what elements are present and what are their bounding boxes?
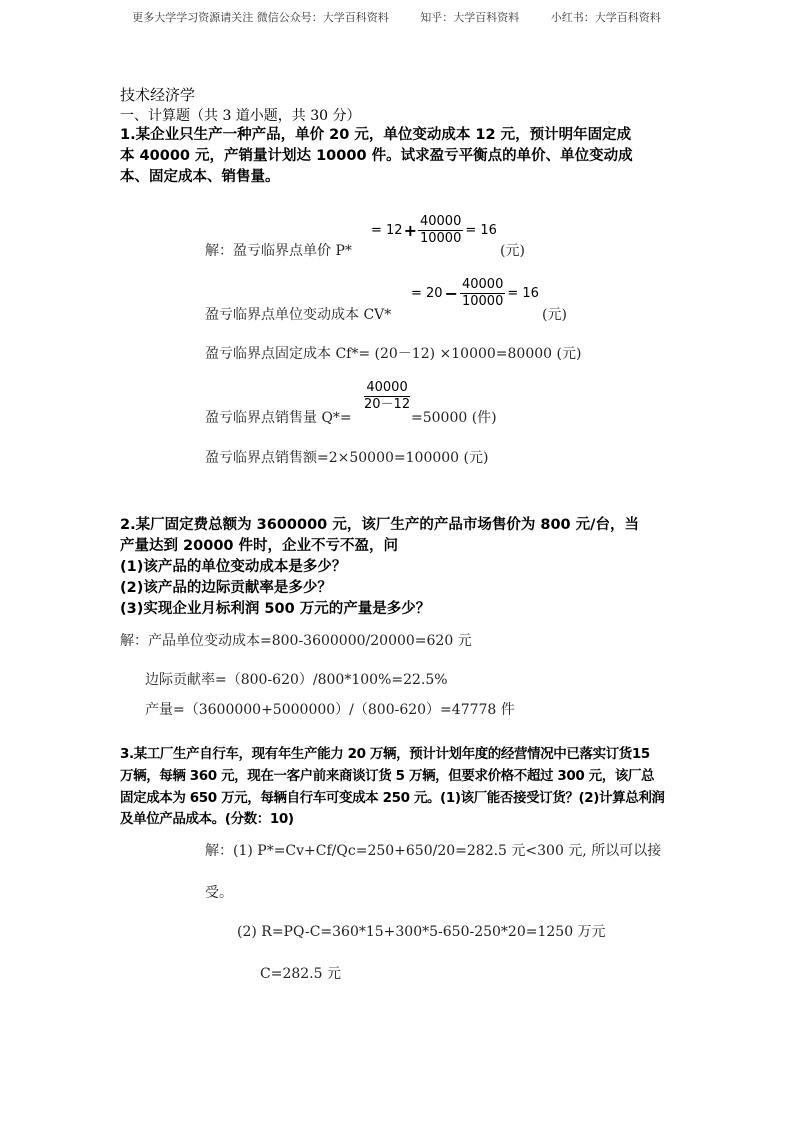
q3-answer-1: 解：(1) P*=Cv+Cf/Qc=250+650/20=282.5 元<300 元, 所以可以接 [205, 843, 662, 859]
q1-answer-cf: 盈亏临界点固定成本 Cf*= (20－12) ×10000=80000 (元) [205, 346, 582, 362]
page-header [0, 9, 793, 25]
q3-answer-3: (2) R=PQ-C=360*15+300*5-650-250*20=1250 万元 [237, 924, 606, 940]
q2-answer-2: 边际贡献率=（800-620）/800*100%=22.5% [145, 672, 448, 688]
q1-answer-cv-formula [411, 277, 539, 310]
q2-line-2: 产量达到 20000 件时，企业不亏不盈，问 [120, 538, 399, 554]
q2-answer-1: 解：产品单位变动成本=800-3600000/20000=620 元 [120, 633, 472, 649]
q3-line-1: 3.某工厂生产自行车，现有年生产能力 20 万辆，预计计划年度的经营情况中已落实订货15 [120, 746, 650, 762]
fraction-denominator: 10000 [461, 294, 504, 309]
q1-line-2: 本 40000 元，产销量计划达 10000 件。试求盈亏平衡点的单价、单位变动成 [120, 148, 633, 164]
fraction-numerator: 40000 [419, 214, 462, 229]
header-wechat: 更多大学学习资源请关注 微信公众号：大学百科资料 [132, 11, 389, 24]
q1-answer-cv-unit: (元) [542, 307, 567, 323]
fraction-numerator: 40000 [366, 380, 408, 395]
q1-answer-q-formula [362, 380, 412, 413]
q1-answer-q-label: 盈亏临界点销售量 Q*= [205, 410, 352, 426]
q1-answer-price-formula [371, 214, 497, 247]
header-zhihu: 知乎：大学百科资料 [420, 11, 520, 24]
q3-line-2: 万辆，每辆 360 元，现在一客户前来商谈订货 5 万辆，但要求价格不超过 300 元，该厂总 [120, 768, 655, 784]
q1-answer-price-unit: (元) [500, 243, 525, 259]
q1-answer-q-result: =50000 (件) [411, 410, 497, 426]
q2-line-4: (2)该产品的边际贡献率是多少？ [120, 580, 332, 596]
q3-answer-2: 受。 [205, 885, 233, 901]
minus-sign: − [444, 284, 458, 303]
fraction-denominator: 10000 [419, 231, 462, 246]
q3-line-4: 及单位产品成本。(分数：10) [120, 811, 294, 827]
fraction [418, 214, 463, 247]
q2-line-1: 2.某厂固定费总额为 3600000 元，该厂生产的产品市场售价为 800 元/台，当 [120, 517, 639, 533]
q1-line-1: 1.某企业只生产一种产品，单价 20 元，单位变动成本 12 元，预计明年固定成 [120, 127, 632, 143]
formula-pre: = 12 [371, 223, 403, 238]
q1-line-3: 本、固定成本、销售量。 [120, 169, 280, 185]
section-heading: 一、计算题（共 3 道小题，共 30 分） [120, 108, 361, 124]
q1-answer-price-label: 解：盈亏临界点单价 P* [205, 243, 352, 259]
q1-answer-cv-label: 盈亏临界点单位变动成本 CV* [205, 307, 392, 323]
q1-answer-sales: 盈亏临界点销售额=2×50000=100000 (元) [205, 450, 489, 466]
formula-pre: = 20 [411, 286, 443, 301]
q2-answer-3: 产量=（3600000+5000000）/（800-620）=47778 件 [145, 702, 515, 718]
fraction [362, 380, 412, 413]
fraction-denominator: 20－12 [364, 397, 411, 412]
q2-line-5: (3)实现企业月标利润 500 万元的产量是多少？ [120, 601, 431, 617]
q3-answer-4: C=282.5 元 [260, 966, 341, 982]
q2-line-3: (1)该产品的单位变动成本是多少？ [120, 559, 347, 575]
plus-sign: + [403, 221, 417, 240]
header-xiaohongshu: 小红书：大学百科资料 [550, 11, 661, 24]
q3-line-3: 固定成本为 650 万元，每辆自行车可变成本 250 元。(1)该厂能否接受订货？(2)计算总利润 [120, 790, 665, 806]
fraction [460, 277, 505, 310]
fraction-numerator: 40000 [461, 277, 504, 292]
formula-result: = 16 [465, 223, 497, 238]
formula-result: = 16 [507, 286, 539, 301]
doc-title: 技术经济学 [120, 86, 196, 104]
